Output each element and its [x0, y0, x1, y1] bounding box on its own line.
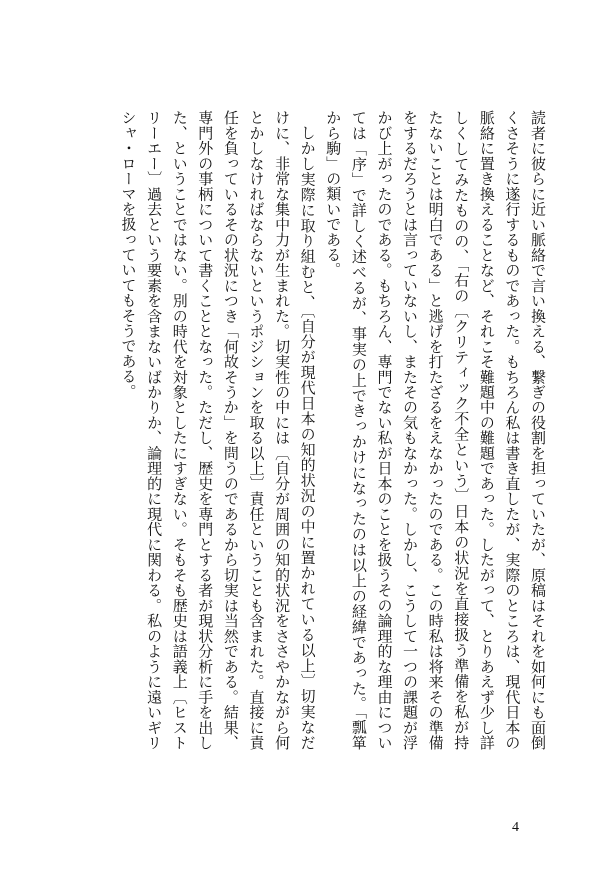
paragraph-2: しかし実際に取り組むと、〔自分が現代日本の知的状況の中に置かれている以上〕切実なだけに、非常な集中力が生まれた。切実性の中には〔自分が周囲の知的状況をささやかながら何とかしなければならないというポジションを取る以上〕責任ということも含まれた。直接に責任を負っているその状況につき「何故そうか」を問うのであるから切実は当然である。結果、専門外の事柄について書くこととなった。ただし、歴史を専門とする者が現状分析に手を出した、ということではない。別の時代を対象としたにすぎない。そもそも歴史は語義上〔ヒストリーエー〕過去という要素を含まないばかりか、論理的に現代に関わる。私のように遠いギリシャ・ローマを扱っていてもそうである。	[119, 110, 317, 750]
vertical-text-body	[119, 110, 550, 750]
page-number: 4	[512, 820, 519, 835]
paragraph-1: 読者に彼らに近い脈絡で言い換える、繋ぎの役割を担っていたが、原稿はそれを如何にも面倒くさそうに遂行するものであった。もちろん私は書き直したが、実際のところは、現代日本の脈絡に置き換えることなど、それこそ難題中の難題であった。したがって、とりあえず少し詳しくしてみたものの、「右の〔クリティック不全という〕日本の状況を直接扱う準備を私が持たないことは明白である」と逃げを打たざるをえなかったのである。この時私は将来その準備をするだろうとは言っていないし、またその気もなかった。しかし、こうして一つの課題が浮かび上がったのである。もちろん、専門でない私が日本のことを扱うその論理的な理由については「序」で詳しく述べるが、事実の上できっかけになったのは以上の経緯であった。「瓢箪から駒」の類いである。	[324, 110, 547, 750]
